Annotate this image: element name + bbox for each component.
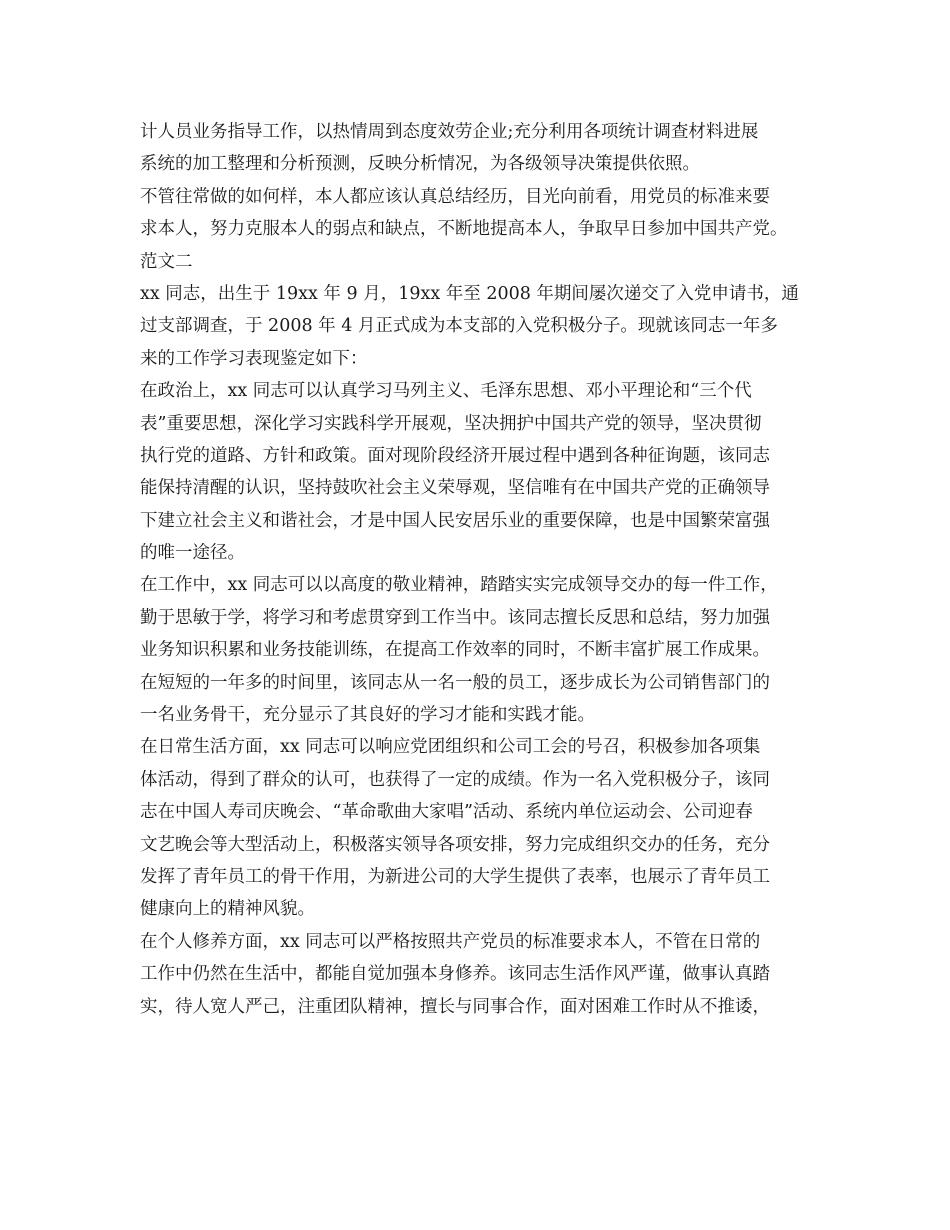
text-line: 的唯一途径。 — [140, 543, 245, 564]
text-line: 文艺晚会等大型活动上，积极落实领导各项安排，努力完成组织交办的任务，充分 — [140, 834, 770, 855]
text-line: 过支部调查，于 2008 年 4 月正式成为本支部的入党积极分子。现就该同志一年多 — [140, 316, 778, 337]
text-line: 在工作中，xx 同志可以以高度的敬业精神，踏踏实实完成领导交办的每一件工作， — [140, 575, 778, 596]
text-line: 表”重要思想，深化学习实践科学开展观，坚决拥护中国共产党的领导，坚决贯彻 — [140, 413, 762, 434]
text-line: 下建立社会主义和谐社会，才是中国人民安居乐业的重要保障，也是中国繁荣富强 — [140, 510, 770, 531]
text-line: 求本人，努力克服本人的弱点和缺点，不断地提高本人，争取早日参加中国共产党。 — [140, 219, 788, 240]
section-heading: 范文二 — [140, 251, 193, 272]
text-line: 计人员业务指导工作，以热情周到态度效劳企业;充分利用各项统计调查材料进展 — [140, 122, 759, 142]
text-line: 一名业务骨干，充分显示了其良好的学习才能和实践才能。 — [140, 705, 595, 726]
text-line: 在日常生活方面，xx 同志可以响应党团组织和公司工会的号召，积极参加各项集 — [140, 737, 761, 758]
text-line: 不管往常做的如何样，本人都应该认真总结经历，目光向前看，用党员的标准来要 — [140, 186, 770, 207]
text-line: 执行党的道路、方针和政策。面对现阶段经济开展过程中遇到各种征询题，该同志 — [140, 445, 770, 466]
text-line: 在短短的一年多的时间里，该同志从一名一般的员工，逐步成长为公司销售部门的 — [140, 672, 770, 693]
text-line: 能保持清醒的认识，坚持鼓吹社会主义荣辱观，坚信唯有在中国共产党的正确领导 — [140, 478, 770, 499]
text-line: 来的工作学习表现鉴定如下： — [140, 348, 368, 369]
text-line: 实，待人宽人严己，注重团队精神，擅长与同事合作，面对困难工作时从不推诿， — [140, 996, 770, 1017]
text-line: 在个人修养方面，xx 同志可以严格按照共产党员的标准要求本人，不管在日常的 — [140, 931, 761, 952]
text-line: 健康向上的精神风貌。 — [140, 899, 315, 920]
text-line: 发挥了青年员工的骨干作用，为新进公司的大学生提供了表率，也展示了青年员工 — [140, 866, 770, 887]
text-line: 系统的加工整理和分析预测，反映分析情况，为各级领导决策提供依照。 — [140, 154, 700, 175]
text-line: xx 同志，出生于 19xx 年 9 月，19xx 年至 2008 年期间屡次递交了入党申请书，通 — [140, 283, 799, 304]
text-line: 在政治上，xx 同志可以认真学习马列主义、毛泽东思想、邓小平理论和“三个代 — [140, 381, 752, 402]
text-line: 志在中国人寿司庆晚会、“革命歌曲大家唱”活动、系统内单位运动会、公司迎春 — [140, 802, 753, 823]
text-line: 工作中仍然在生活中，都能自觉加强本身修养。该同志生活作风严谨，做事认真踏 — [140, 964, 770, 985]
text-line: 勤于思敏于学，将学习和考虑贯穿到工作当中。该同志擅长反思和总结，努力加强 — [140, 607, 770, 628]
text-line: 业务知识积累和业务技能训练，在提高工作效率的同时，不断丰富扩展工作成果。 — [140, 640, 770, 661]
document-body — [140, 116, 812, 1023]
text-line: 体活动，得到了群众的认可，也获得了一定的成绩。作为一名入党积极分子，该同 — [140, 769, 770, 790]
